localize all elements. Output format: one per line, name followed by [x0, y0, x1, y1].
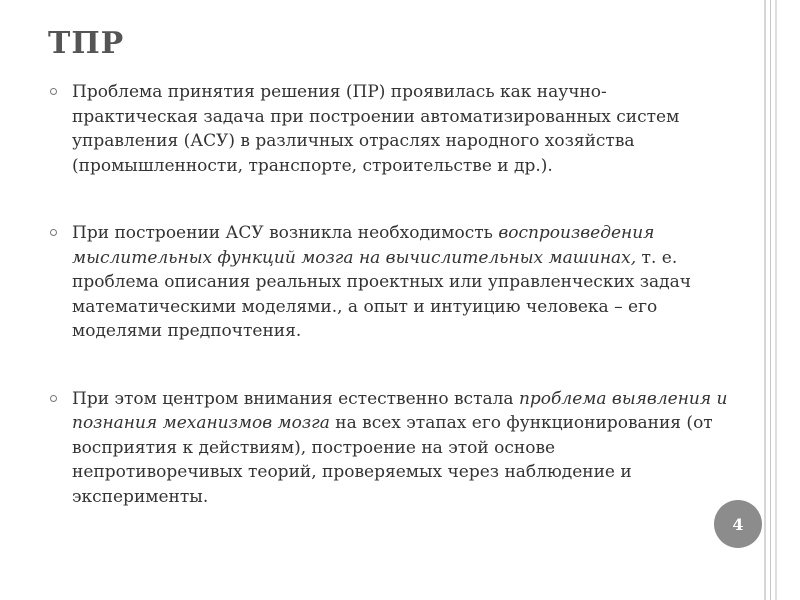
- slide-frame-line: [764, 0, 766, 600]
- hollow-circle-bullet-icon: [50, 88, 57, 95]
- bullet-emphasis-text: проблема выявления и познания механизмов мозга: [72, 388, 728, 433]
- bullet-item: [48, 387, 728, 510]
- hollow-circle-bullet-icon: [50, 395, 57, 402]
- slide-frame-line: [770, 0, 771, 600]
- page-number-badge: 4: [714, 500, 762, 548]
- bullet-emphasis-text: воспроизведения мыслительных функций мозга на вычислительных машинах,: [72, 223, 655, 268]
- slide-title: ТПР: [48, 26, 125, 61]
- bullet-text: Проблема принятия решения (ПР) проявилась как научно-практическая задача при построении автоматизированных систем управления (АСУ) в различных отраслях народного хозяйства (промышленности, транспорте, строительстве и др.).: [72, 82, 680, 176]
- bullet-item: [48, 80, 728, 178]
- bullet-text: При построении АСУ возникла необходимость: [72, 223, 499, 243]
- bullet-text: При этом центром внимания естественно встала: [72, 388, 519, 409]
- bullet-list: [48, 80, 728, 509]
- slide-frame-line: [775, 0, 777, 600]
- bullet-text: т. е. проблема описания реальных проектных или управленческих задач математическими моделями., а опыт и интуицию человека – его моделями предпочтения.: [72, 247, 692, 341]
- hollow-circle-bullet-icon: [50, 229, 57, 236]
- bullet-item: [48, 221, 728, 344]
- bullet-text: на всех этапах его функционирования (от восприятия к действиям), построение на этой основе непротиворечивых теорий, проверяемых через наблюдение и эксперименты.: [72, 413, 713, 507]
